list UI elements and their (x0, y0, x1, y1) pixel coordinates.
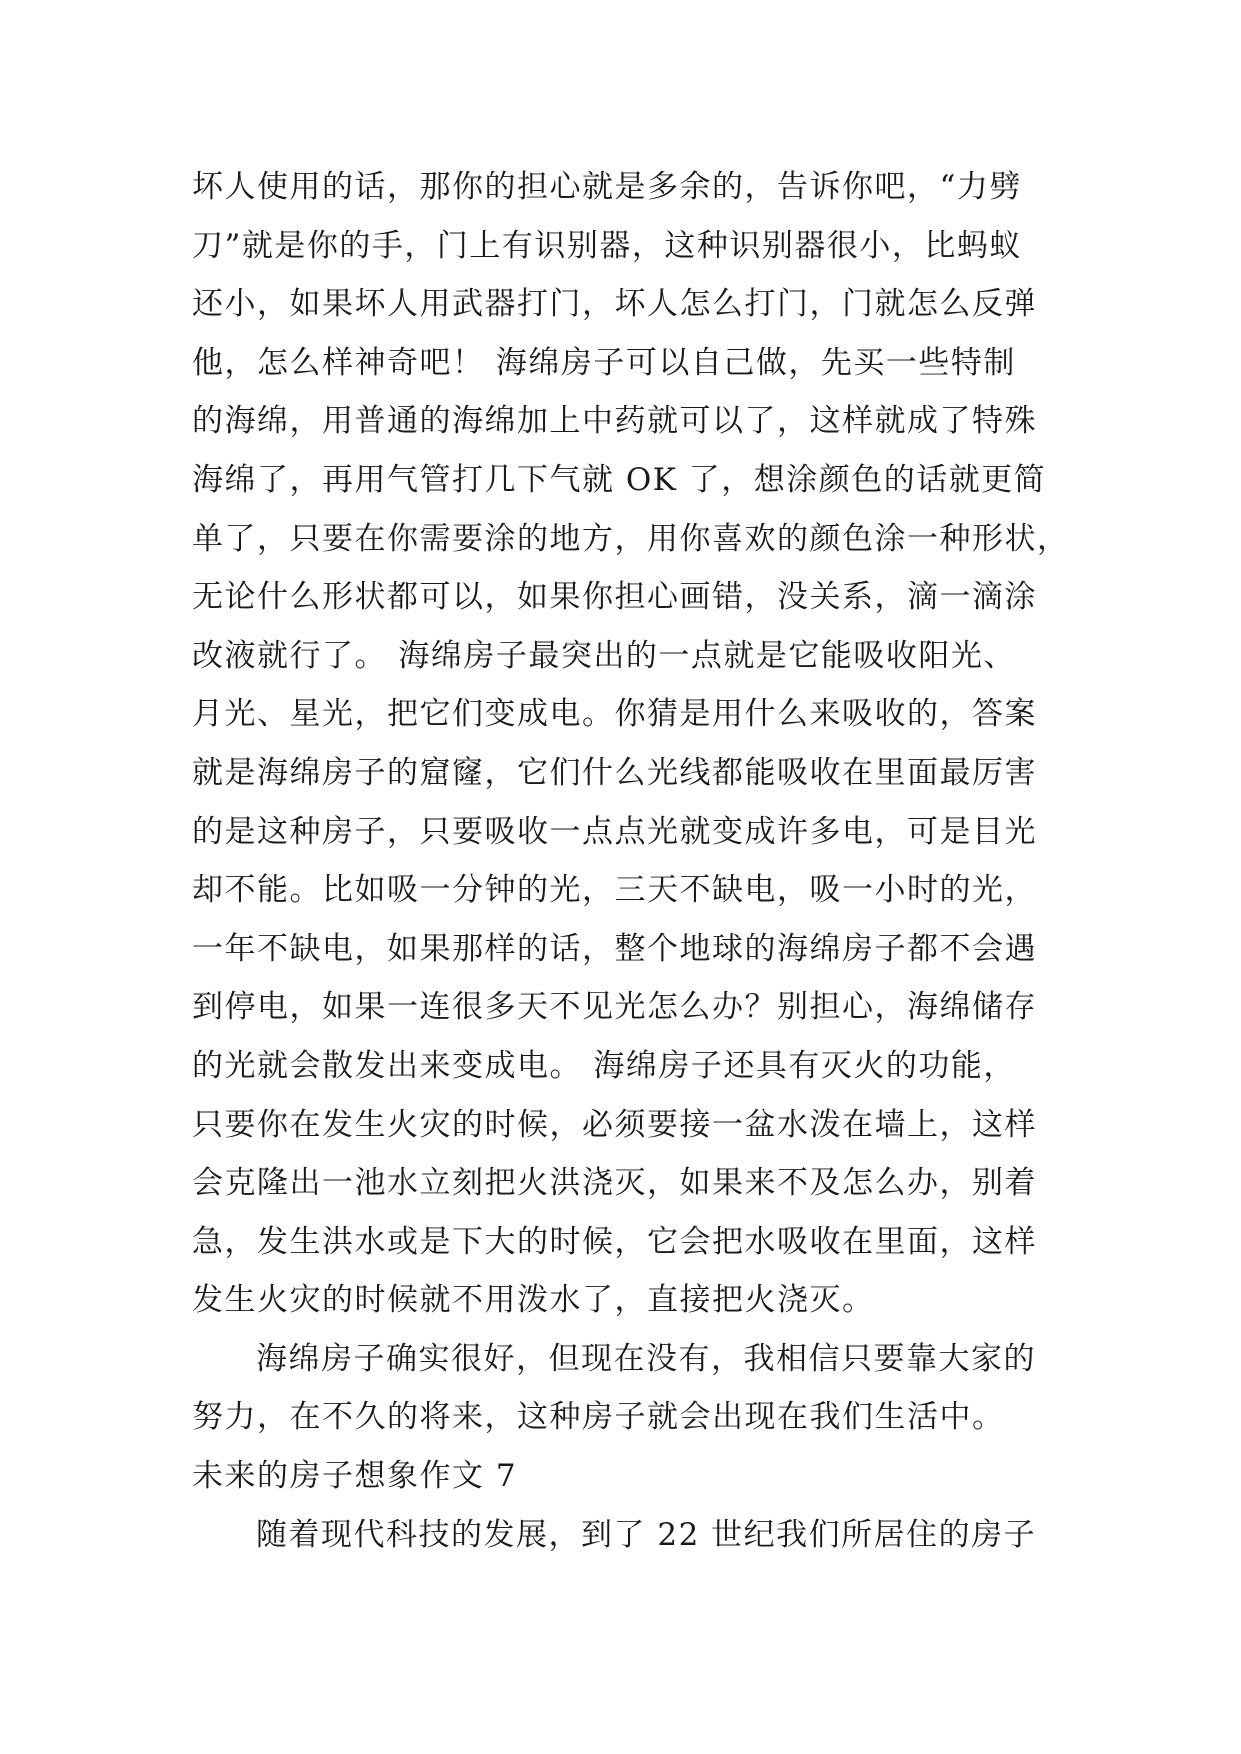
text-line: 单了，只要在你需要涂的地方，用你喜欢的颜色涂一种形状， (192, 520, 1070, 557)
text-line: 改液就行了。 海绵房子最突出的一点就是它能吸收阳光、 (192, 637, 1016, 674)
text-line: 他，怎么样神奇吧！ 海绵房子可以自己做，先买一些特制 (192, 344, 1016, 381)
text-line: 无论什么形状都可以，如果你担心画错，没关系，滴一滴涂 (192, 579, 1037, 616)
text-line: 还小，如果坏人用武器打门，坏人怎么打门，门就怎么反弹 (192, 286, 1037, 323)
text-line: 只要你在发生火灾的时候，必须要接一盆水泼在墙上，这样 (192, 1106, 1037, 1143)
text-line: 却不能。比如吸一分钟的光，三天不缺电，吸一小时的光， (192, 872, 1037, 909)
text-line: 的光就会散发出来变成电。 海绵房子还具有灭火的功能， (192, 1047, 1016, 1084)
text-line: 会克隆出一池水立刻把火洪浇灭，如果来不及怎么办，别着 (192, 1165, 1037, 1202)
paragraph-essay-7-opening (192, 1506, 1052, 1565)
text-line: 刀”就是你的手，门上有识别器，这种识别器很小，比蚂蚁 (192, 227, 1022, 264)
section-title: 未来的房子想象作文 7 (192, 1458, 518, 1495)
text-line: 坏人使用的话，那你的担心就是多余的，告诉你吧，“力劈 (192, 169, 1022, 205)
text-line: 海绵房子确实很好，但现在没有，我相信只要靠大家的 (256, 1340, 1036, 1377)
text-line: 海绵了，再用气管打几下气就 OK 了，想涂颜色的话就更简 (192, 461, 1047, 498)
text-line: 努力，在不久的将来，这种房子就会出现在我们生活中。 (192, 1399, 1005, 1436)
text-line: 月光、星光，把它们变成电。你猜是用什么来吸收的，答案 (192, 696, 1037, 733)
text-line: 就是海绵房子的窟窿，它们什么光线都能吸收在里面最厉害 (192, 754, 1037, 791)
text-line: 随着现代科技的发展，到了 22 世纪我们所居住的房子 (256, 1516, 1037, 1553)
text-line: 发生火灾的时候就不用泼水了，直接把火浇灭。 (192, 1282, 875, 1319)
paragraph-sponge-house-features (192, 158, 1070, 1330)
paragraph-conclusion (192, 1330, 1052, 1447)
text-line: 急，发生洪水或是下大的时候，它会把水吸收在里面，这样 (192, 1223, 1037, 1260)
document-body (192, 158, 1070, 1564)
text-line: 到停电，如果一连很多天不见光怎么办？别担心，海绵储存 (192, 989, 1037, 1026)
text-line: 的是这种房子，只要吸收一点点光就变成许多电，可是目光 (192, 813, 1037, 850)
text-line: 一年不缺电，如果那样的话，整个地球的海绵房子都不会遇 (192, 930, 1037, 967)
text-line: 的海绵，用普通的海绵加上中药就可以了，这样就成了特殊 (192, 403, 1037, 440)
